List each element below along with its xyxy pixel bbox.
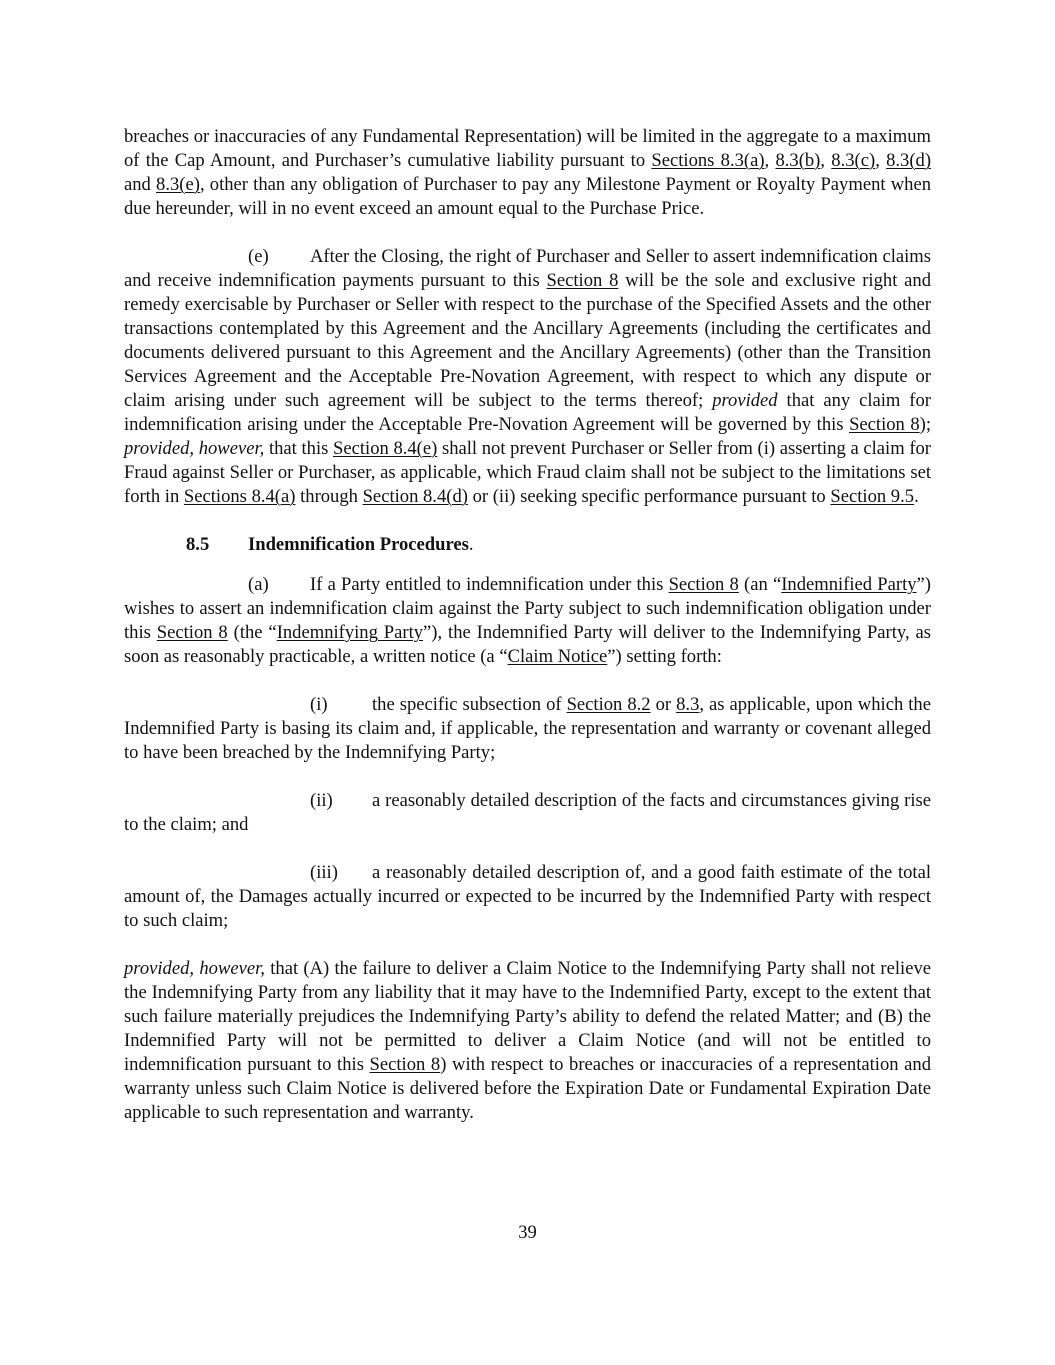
defined-term: Indemnifying Party [276,622,424,643]
section-reference: Section 9.5 [830,486,915,507]
text: and [124,174,157,195]
section-reference: Sections 8.4(a) [183,486,296,507]
defined-term: Indemnified Party [781,574,917,595]
text: , as applicable, upon which the Indemnified Party is basing its claim and, if applicable, the representation and warranty or covenant alleged to have been breached by the Indemnifying Party; [124,694,931,763]
subclause-i [124,693,931,765]
section-reference: Section 8.4(e) [333,438,438,459]
text: , [820,150,832,171]
section-reference: 8.3(e) [156,174,200,195]
document-page [124,125,931,1125]
text: a reasonably detailed description of the facts and circumstances giving rise to the claim; and [124,790,931,835]
text: ”) wishes to assert an indemnification claim against the Party subject to such indemnification obligation under this [124,574,931,643]
text: or (ii) seeking specific performance pursuant to [467,486,831,507]
section-title: Indemnification Procedures [248,534,469,555]
clause-label: (i) [310,694,328,715]
text: After the Closing, the right of Purchaser and Seller to assert indemnification claims and receive indemnification payments pursuant to this [124,246,931,291]
page-number: 39 [518,1222,537,1243]
text: the specific subsection of [372,694,567,715]
text: will be the sole and exclusive right and remedy exercisable by Purchaser or Seller with respect to the purchase of the Specified Assets and the other transactions contemplated by this Agreement and the Ancillary Agreements (including the certificates and documents delivered pursuant to this Agreement and the Ancillary Agreements) (other than the Transition Services Agreement and the Acceptable Pre-Novation Agreement, with respect to which any dispute or claim arising under such agreement will be subject to the terms thereof; [124,270,932,411]
section-heading [124,533,931,557]
section-number: 8.5 [186,534,210,555]
text: , [764,150,776,171]
clause-label: (ii) [310,790,333,811]
section-reference: Section 8 [668,574,739,595]
paragraph-continuation [124,125,931,221]
text: that this [264,438,334,459]
text: , [875,150,887,171]
subclause-ii [124,789,931,837]
defined-term: Claim Notice [507,646,608,667]
text: or [650,694,677,715]
clause-label: (a) [248,574,269,595]
italic-term: provided, however, [124,958,265,979]
section-reference: 8.3(b) [775,150,821,171]
section-reference: Section 8.2 [566,694,651,715]
text: ) with respect to breaches or inaccuracies of a representation and warranty unless such Claim Notice is delivered before the Expiration Date or Fundamental Expiration Date applicable to such representation and warranty. [124,1054,932,1123]
paragraph-8-4-e [124,245,931,509]
text: through [295,486,363,507]
subclause-iii [124,861,931,933]
text: If a Party entitled to indemnification under this [310,574,669,595]
text: (an “ [738,574,782,595]
italic-term: provided [712,390,778,411]
text: ); [919,414,932,435]
text: shall not prevent Purchaser or Seller from (i) asserting a claim for Fraud against Seller or Purchaser, as applicable, which Fraud claim shall not be subject to the limitations set forth in [124,438,932,507]
section-reference: 8.3 [676,694,700,715]
text: ”) setting forth: [607,646,722,667]
section-reference: Section 8 [369,1054,441,1075]
text: breaches or inaccuracies of any Fundamental Representation) will be limited in the aggregate to a maximum of the Cap Amount, and Purchaser’s cumulative liability pursuant to [124,126,931,171]
proviso-paragraph [124,957,931,1125]
text: . [914,486,919,507]
clause-label: (iii) [310,862,338,883]
section-reference: Section 8 [546,270,619,291]
text: that (A) the failure to deliver a Claim Notice to the Indemnifying Party shall not relieve the Indemnifying Party from any liability that it may have to the Indemnified Party, except to the extent that such failure materially prejudices the Indemnifying Party’s ability to defend the related Matter; and (B) the Indemnified Party will not be permitted to deliver a Claim Notice (and will not be entitled to indemnification pursuant to this [124,958,932,1075]
heading-period: . [468,534,474,555]
clause-label: (e) [248,246,269,267]
section-reference: 8.3(d) [886,150,932,171]
text: a reasonably detailed description of, and a good faith estimate of the total amount of, the Damages actually incurred or expected to be incurred by the Indemnified Party with respect to such claim; [124,862,931,931]
section-reference: Section 8.4(d) [362,486,468,507]
section-reference: 8.3(c) [831,150,876,171]
italic-term: provided, however, [124,438,265,459]
text: , other than any obligation of Purchaser to pay any Milestone Payment or Royalty Payment when due hereunder, will in no event exceed an amount equal to the Purchase Price. [124,174,931,219]
section-reference: Section 8 [156,622,228,643]
paragraph-8-5-a [124,573,931,669]
section-reference: Sections 8.3(a) [651,150,765,171]
text: ”), the Indemnified Party will deliver to the Indemnifying Party, as soon as reasonably practicable, a written notice (a “ [124,622,932,667]
text: that any claim for indemnification arising under the Acceptable Pre-Novation Agreement will be governed by this [124,390,931,435]
text: (the “ [227,622,277,643]
section-reference: Section 8 [849,414,920,435]
